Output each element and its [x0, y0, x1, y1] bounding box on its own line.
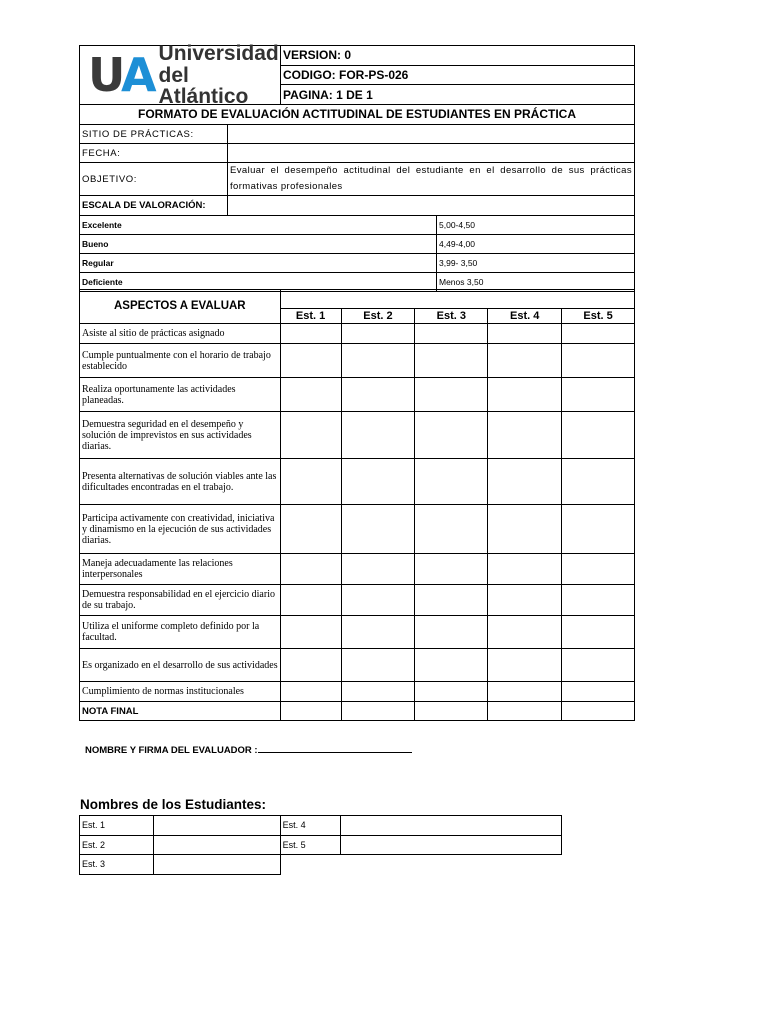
codigo-label: CODIGO: FOR-PS-026	[281, 65, 635, 85]
grade-cell[interactable]	[562, 324, 635, 344]
pagina-label: PAGINA: 1 DE 1	[281, 85, 635, 105]
grade-cell[interactable]	[280, 702, 341, 721]
aspect-label: Demuestra responsabilidad en el ejercicio diario de su trabajo.	[80, 585, 281, 616]
grade-cell[interactable]	[488, 344, 562, 378]
objetivo-text: Evaluar el desempeño actitudinal del estudiante en el desarrollo de sus prácticas formativas profesionales	[228, 163, 635, 196]
grade-cell[interactable]	[415, 344, 488, 378]
signature-line[interactable]	[258, 743, 412, 753]
grade-cell[interactable]	[280, 649, 341, 682]
grade-cell[interactable]	[488, 585, 562, 616]
grade-cell[interactable]	[280, 324, 341, 344]
aspect-label: Realiza oportunamente las actividades planeadas.	[80, 378, 281, 412]
student-label: Est. 2	[80, 835, 154, 855]
aspect-row	[80, 554, 635, 585]
aspect-row	[80, 616, 635, 649]
grade-cell[interactable]	[280, 459, 341, 505]
evaluator-label: NOMBRE Y FIRMA DEL EVALUADOR :	[85, 745, 258, 756]
grade-cell[interactable]	[341, 459, 415, 505]
student-label: Est. 4	[280, 816, 341, 836]
sitio-label: SITIO DE PRÁCTICAS:	[80, 125, 228, 144]
grade-cell[interactable]	[415, 412, 488, 459]
student-label: Est. 5	[280, 835, 341, 855]
aspect-row	[80, 412, 635, 459]
aspect-row	[80, 649, 635, 682]
aspect-label: Cumple puntualmente con el horario de trabajo establecido	[80, 344, 281, 378]
grade-cell[interactable]	[488, 682, 562, 702]
aspect-row	[80, 459, 635, 505]
version-label: VERSION: 0	[281, 46, 635, 66]
scale-label: Bueno	[80, 235, 437, 254]
grade-cell[interactable]	[280, 505, 341, 554]
grade-cell[interactable]	[341, 585, 415, 616]
grade-cell[interactable]	[341, 324, 415, 344]
grade-cell[interactable]	[562, 554, 635, 585]
grade-cell[interactable]	[562, 682, 635, 702]
aspect-row	[80, 344, 635, 378]
grade-cell[interactable]	[488, 554, 562, 585]
scale-range: 5,00-4,50	[437, 216, 635, 235]
grade-cell[interactable]	[562, 616, 635, 649]
aspect-rows	[80, 324, 635, 702]
grade-cell[interactable]	[488, 505, 562, 554]
grade-cell[interactable]	[280, 554, 341, 585]
scale-label: Regular	[80, 254, 437, 273]
student-label: Est. 1	[80, 816, 154, 836]
scale-label: Excelente	[80, 216, 437, 235]
aspect-label: Utiliza el uniforme completo definido por la facultad.	[80, 616, 281, 649]
grade-cell[interactable]	[341, 505, 415, 554]
student-col-header: Est. 2	[341, 309, 415, 324]
student-name-field[interactable]	[341, 835, 562, 855]
grade-cell[interactable]	[415, 324, 488, 344]
aspect-label: Participa activamente con creatividad, iniciativa y dinamismo en la ejecución de sus actividades diarias.	[80, 505, 281, 554]
aspect-label: Cumplimiento de normas institucionales	[80, 682, 281, 702]
student-col-header: Est. 1	[280, 309, 341, 324]
student-col-header: Est. 4	[488, 309, 562, 324]
grade-cell[interactable]	[562, 378, 635, 412]
students-title: Nombres de los Estudiantes:	[80, 797, 267, 812]
aspect-row	[80, 505, 635, 554]
grade-cell[interactable]	[488, 459, 562, 505]
final-grade-label: NOTA FINAL	[80, 702, 281, 721]
grade-cell[interactable]	[488, 324, 562, 344]
grade-cell[interactable]	[341, 702, 415, 721]
grade-cell[interactable]	[415, 378, 488, 412]
fecha-label: FECHA:	[80, 144, 228, 163]
grade-cell[interactable]	[415, 585, 488, 616]
grade-cell[interactable]	[280, 344, 341, 378]
student-label: Est. 3	[80, 855, 154, 875]
aspect-row	[80, 682, 635, 702]
aspect-label: Demuestra seguridad en el desempeño y solución de imprevistos en sus actividades diarias.	[80, 412, 281, 459]
grade-cell[interactable]	[415, 459, 488, 505]
empty-cell	[341, 855, 562, 875]
students-header-blank	[280, 290, 634, 309]
grade-cell[interactable]	[280, 378, 341, 412]
logo-cell	[80, 42, 281, 108]
document-header	[79, 42, 635, 125]
aspect-label: Presenta alternativas de solución viables ante las dificultades encontradas en el trabajo.	[80, 459, 281, 505]
evaluation-table	[79, 289, 635, 721]
escala-blank	[228, 196, 635, 216]
grade-cell[interactable]	[488, 412, 562, 459]
aspect-row	[80, 378, 635, 412]
grade-cell[interactable]	[341, 682, 415, 702]
grade-cell[interactable]	[488, 649, 562, 682]
grade-cell[interactable]	[415, 616, 488, 649]
student-name-field[interactable]	[153, 816, 280, 836]
grade-cell[interactable]	[341, 554, 415, 585]
student-name-field[interactable]	[341, 816, 562, 836]
aspect-label: Asiste al sitio de prácticas asignado	[80, 324, 281, 344]
objetivo-label: OBJETIVO:	[80, 163, 228, 196]
grade-cell[interactable]	[562, 459, 635, 505]
grade-cell[interactable]	[280, 616, 341, 649]
aspect-label: Maneja adecuadamente las relaciones interpersonales	[80, 554, 281, 585]
grade-cell[interactable]	[415, 505, 488, 554]
grade-cell[interactable]	[341, 412, 415, 459]
grade-cell[interactable]	[562, 702, 635, 721]
grade-cell[interactable]	[341, 616, 415, 649]
grade-cell[interactable]	[562, 505, 635, 554]
logo-mark: UA	[88, 48, 154, 102]
form-title: FORMATO DE EVALUACIÓN ACTITUDINAL DE ESTUDIANTES EN PRÁCTICA	[80, 105, 635, 125]
student-name-field[interactable]	[153, 855, 280, 875]
scale-range: 3,99- 3,50	[437, 254, 635, 273]
grade-cell[interactable]	[562, 344, 635, 378]
grade-cell[interactable]	[280, 585, 341, 616]
aspect-row	[80, 585, 635, 616]
sitio-field[interactable]	[228, 125, 635, 144]
evaluator-signature	[85, 743, 412, 756]
grade-cell[interactable]	[562, 649, 635, 682]
grade-cell[interactable]	[562, 412, 635, 459]
aspects-header: ASPECTOS A EVALUAR	[80, 290, 281, 324]
student-name-field[interactable]	[153, 835, 280, 855]
escala-label: ESCALA DE VALORACIÓN:	[80, 196, 228, 216]
scale-range: 4,49-4,00	[437, 235, 635, 254]
students-table	[79, 815, 562, 875]
student-col-header: Est. 5	[562, 309, 635, 324]
grade-cell[interactable]	[415, 554, 488, 585]
grade-cell[interactable]	[341, 344, 415, 378]
grade-cell[interactable]	[488, 616, 562, 649]
empty-cell	[280, 855, 341, 875]
grade-cell[interactable]	[280, 412, 341, 459]
grade-cell[interactable]	[562, 585, 635, 616]
grade-cell[interactable]	[415, 682, 488, 702]
grade-cell[interactable]	[415, 649, 488, 682]
scale-label: Deficiente	[80, 273, 437, 292]
student-col-header: Est. 3	[415, 309, 488, 324]
scale-range: Menos 3,50	[437, 273, 635, 292]
aspect-label: Es organizado en el desarrollo de sus actividades	[80, 649, 281, 682]
grade-cell[interactable]	[415, 702, 488, 721]
aspect-row	[80, 324, 635, 344]
grade-cell[interactable]	[488, 702, 562, 721]
university-logo	[80, 42, 280, 108]
logo-text: Universidad del Atlántico	[158, 42, 279, 108]
grade-cell[interactable]	[488, 378, 562, 412]
grade-cell[interactable]	[280, 682, 341, 702]
info-table	[79, 124, 635, 292]
grade-cell[interactable]	[341, 378, 415, 412]
fecha-field[interactable]	[228, 144, 635, 163]
grade-cell[interactable]	[341, 649, 415, 682]
